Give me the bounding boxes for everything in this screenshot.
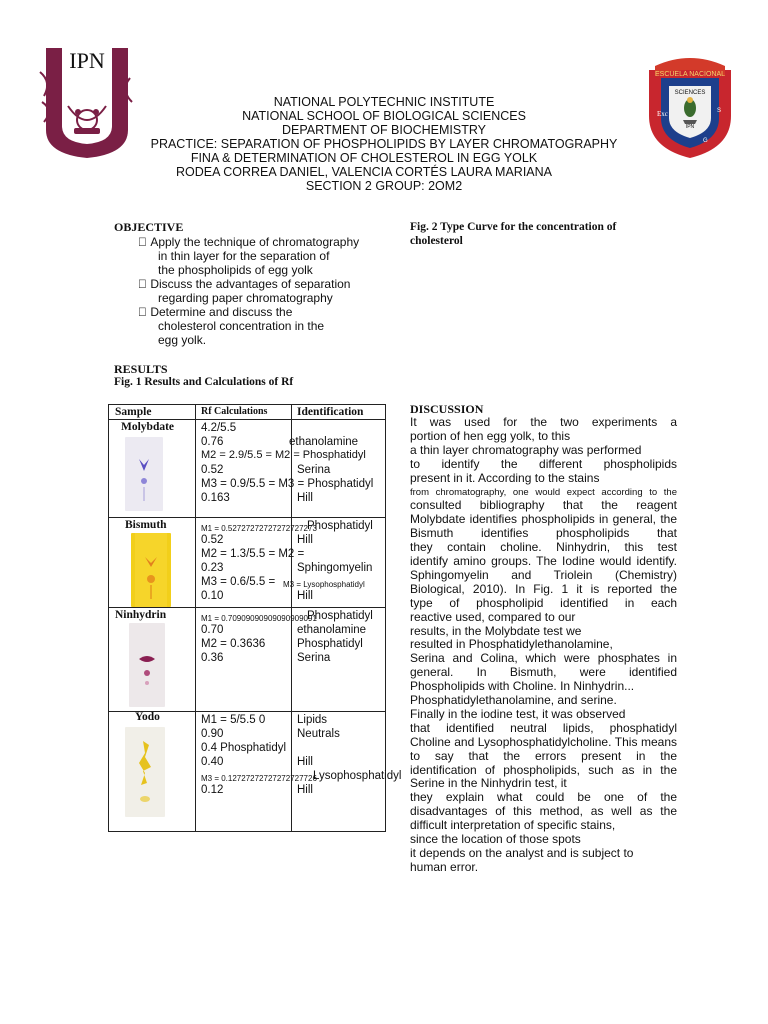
identification-value: Hill <box>297 492 313 504</box>
rf-value: M2 = 2.9/5.5 = M2 = Phosphatidyl <box>201 449 366 461</box>
rf-value: 0.10 <box>201 590 224 602</box>
school-name: NATIONAL SCHOOL OF BIOLOGICAL SCIENCES <box>242 109 526 123</box>
objective-item: Discuss the advantages of separation <box>138 277 345 291</box>
discussion-line: present in it. According to the stains <box>410 470 600 485</box>
svg-text:S: S <box>717 108 722 114</box>
discussion-line: Sphingomyelin and Triolein (Chemistry) <box>410 567 677 582</box>
institute-name: NATIONAL POLYTECHNIC INSTITUTE <box>273 95 495 109</box>
identification-value: Lysophosphatidyl <box>313 770 402 782</box>
rf-table <box>108 404 402 832</box>
identification-value: ethanolamine <box>297 624 367 636</box>
discussion-line: It was used for the two experiments a <box>410 415 677 429</box>
discussion-line: difficult interpretation of specific stains, <box>410 818 616 833</box>
discussion-line: identification of phospholipids, such as in the <box>410 762 677 777</box>
discussion-line: they contain choline. Ninhydrin, this test <box>410 540 677 555</box>
discussion-heading: DISCUSSION <box>410 402 484 416</box>
rf-value: 0.36 <box>201 652 224 664</box>
objective-heading: OBJECTIVE <box>114 220 184 234</box>
identification-value: Hill <box>297 590 313 602</box>
identification-value: Hill <box>297 534 313 546</box>
plate-bismuth-image <box>131 533 171 607</box>
plate-ninhydrin-image <box>129 623 165 707</box>
rf-value: 0.52 <box>201 534 224 546</box>
sample-ninhydrin: Ninhydrin <box>115 609 167 621</box>
rf-value: 0.12 <box>201 784 224 796</box>
rf-value: M3 = 0.9/5.5 = M3 = Phosphatidyl <box>201 478 374 490</box>
rf-value: M2 = 1.3/5.5 = M2 = <box>201 548 305 560</box>
discussion-line: Phospholipids with Choline. In Ninhydrin... <box>410 679 635 694</box>
objective-item: in thin layer for the separation of <box>138 249 330 263</box>
table-divider <box>109 517 385 518</box>
identification-value: ethanolamine <box>289 436 359 448</box>
rf-value: 0.40 <box>201 756 224 768</box>
discussion-line: a thin layer chromatography was performed <box>410 442 642 457</box>
objective-item: Apply the technique of chromatography <box>138 235 353 249</box>
header-rf: Rf Calculations <box>201 406 268 417</box>
rf-value: M1 = 5/5.5 0 <box>201 714 266 726</box>
table-divider <box>109 419 385 420</box>
svg-text:SCIENCES: SCIENCES <box>674 90 706 96</box>
identification-value: Lipids <box>297 714 328 726</box>
svg-text:Exc: Exc <box>657 110 668 118</box>
rf-value: 0.70 <box>201 624 224 636</box>
discussion-line: to say that the errors present in the <box>410 748 677 763</box>
identification-value: Sphingomyelin <box>297 562 373 574</box>
sample-bismuth: Bismuth <box>125 519 167 531</box>
department-name: DEPARTMENT OF BIOCHEMISTRY <box>282 123 486 137</box>
header-identification: Identification <box>297 406 364 418</box>
discussion-line: Finally in the iodine test, it was observed <box>410 706 626 721</box>
identification-value: Hill <box>297 784 313 796</box>
authors: RODEA CORREA DANIEL, VALENCIA CORTÉS LAURA MARIANA <box>175 165 553 179</box>
rf-value: 0.52 <box>201 464 224 476</box>
practice-title: PRACTICE: SEPARATION OF PHOSPHOLIPIDS BY LAYER CHROMATOGRAPHY <box>150 137 618 151</box>
discussion-line: identify amino groups. The Iodine would identify. <box>410 554 677 568</box>
rf-value: 4.2/5.5 <box>201 422 237 434</box>
objective-item: Determine and discuss the <box>138 305 287 319</box>
identification-value: Neutrals <box>297 728 340 740</box>
sample-molybdate: Molybdate <box>121 421 175 433</box>
discussion-line: reactive used, compared to our <box>410 609 576 624</box>
discussion-line: disadvantages of this method, as well as the <box>410 804 677 819</box>
identification-value: Serina <box>297 652 331 664</box>
section-group: SECTION 2 GROUP: 2OM2 <box>305 179 463 193</box>
rf-value: 0.76 <box>201 436 224 448</box>
table-divider <box>195 405 196 831</box>
svg-text:G: G <box>703 138 708 144</box>
plate-yodo-image <box>125 727 165 817</box>
rf-value: M1 = 0.52727272727272727273 <box>201 524 317 533</box>
svg-text:IPN: IPN <box>685 124 695 130</box>
discussion-line: Serine in the Ninhydrin test, it <box>410 776 567 791</box>
objective-item: the phospholipids of egg yolk <box>138 263 313 277</box>
discussion-line: since the location of those spots <box>410 832 581 846</box>
plate-molybdate-image <box>125 437 163 511</box>
rf-value: 0.4 Phosphatidyl <box>201 742 287 754</box>
discussion-line: they explain what could be one of the <box>410 790 677 805</box>
discussion-line: consulted bibliography that the reagent <box>410 498 677 513</box>
discussion-line: results, in the Molybdate test we <box>410 623 582 638</box>
identification-value: Phosphatidyl <box>297 638 363 650</box>
practice-subtitle: FINA & DETERMINATION OF CHOLESTEROL IN EGG YOLK <box>190 151 538 165</box>
results-heading: RESULTS <box>114 362 168 376</box>
discussion-line: Molybdate identifies phospholipids in general, the <box>410 512 677 527</box>
rf-value: 0.90 <box>201 728 224 740</box>
objective-item: regarding paper chromatography <box>138 291 333 305</box>
svg-text:ESCUELA NACIONAL: ESCUELA NACIONAL <box>654 71 726 78</box>
sample-yodo: Yodo <box>135 711 160 723</box>
header-sample: Sample <box>115 406 152 418</box>
svg-text:IPN: IPN <box>69 48 105 73</box>
rf-value: M3 = 0.6/5.5 = <box>201 576 276 588</box>
identification-value: Phosphatidyl <box>307 520 373 532</box>
rf-value: M2 = 0.3636 <box>201 638 266 650</box>
discussion-line: to identify the different phospholipids <box>410 456 677 471</box>
discussion-line: Serina and Colina, which were phosphates in <box>410 651 677 666</box>
discussion-line: human error. <box>410 859 479 874</box>
rf-value: 0.23 <box>201 562 224 574</box>
fig2-caption: Fig. 2 Type Curve for the concentration of cholesterol <box>410 221 617 247</box>
discussion-line: Biological, 2010). In Fig. 1 it is reported the <box>410 581 677 596</box>
identification-value: Phosphatidyl <box>307 610 373 622</box>
discussion-line: it depends on the analyst and is subject to <box>410 845 634 860</box>
discussion-line: Phosphatidylethanolamine, and serine. <box>410 693 617 707</box>
discussion-line: resulted in Phosphatidylethanolamine, <box>410 637 613 652</box>
discussion-line: type of phospholipid identified in each <box>410 595 677 610</box>
fig1-caption: Fig. 1 Results and Calculations of Rf <box>114 376 294 388</box>
objective-item: cholesterol concentration in the <box>138 319 325 333</box>
rf-value: 0.163 <box>201 492 230 504</box>
objective-item: egg yolk. <box>138 333 207 347</box>
identification-value: Serina <box>297 464 331 476</box>
discussion-line: that identified neutral lipids, phosphatidyl <box>410 720 677 735</box>
discussion-line: Bismuth identifies phospholipids that <box>410 526 677 541</box>
rf-value: M1 = 0.70909090909090909091 <box>201 614 317 623</box>
discussion-line: from chromatography, one would expect according to the <box>410 486 677 498</box>
identification-value: Hill <box>297 756 313 768</box>
discussion-line: general. In Bismuth, were identified <box>410 665 677 680</box>
rf-value: M3 = Lysophosphatidyl <box>283 580 365 589</box>
discussion-line: Choline and Lysophosphatidylcholine. This means <box>410 734 677 749</box>
rf-value: M3 = 0.12727272727272727726 <box>201 774 317 783</box>
table-divider <box>109 607 385 608</box>
discussion-line: portion of hen egg yolk, to this <box>410 428 571 443</box>
